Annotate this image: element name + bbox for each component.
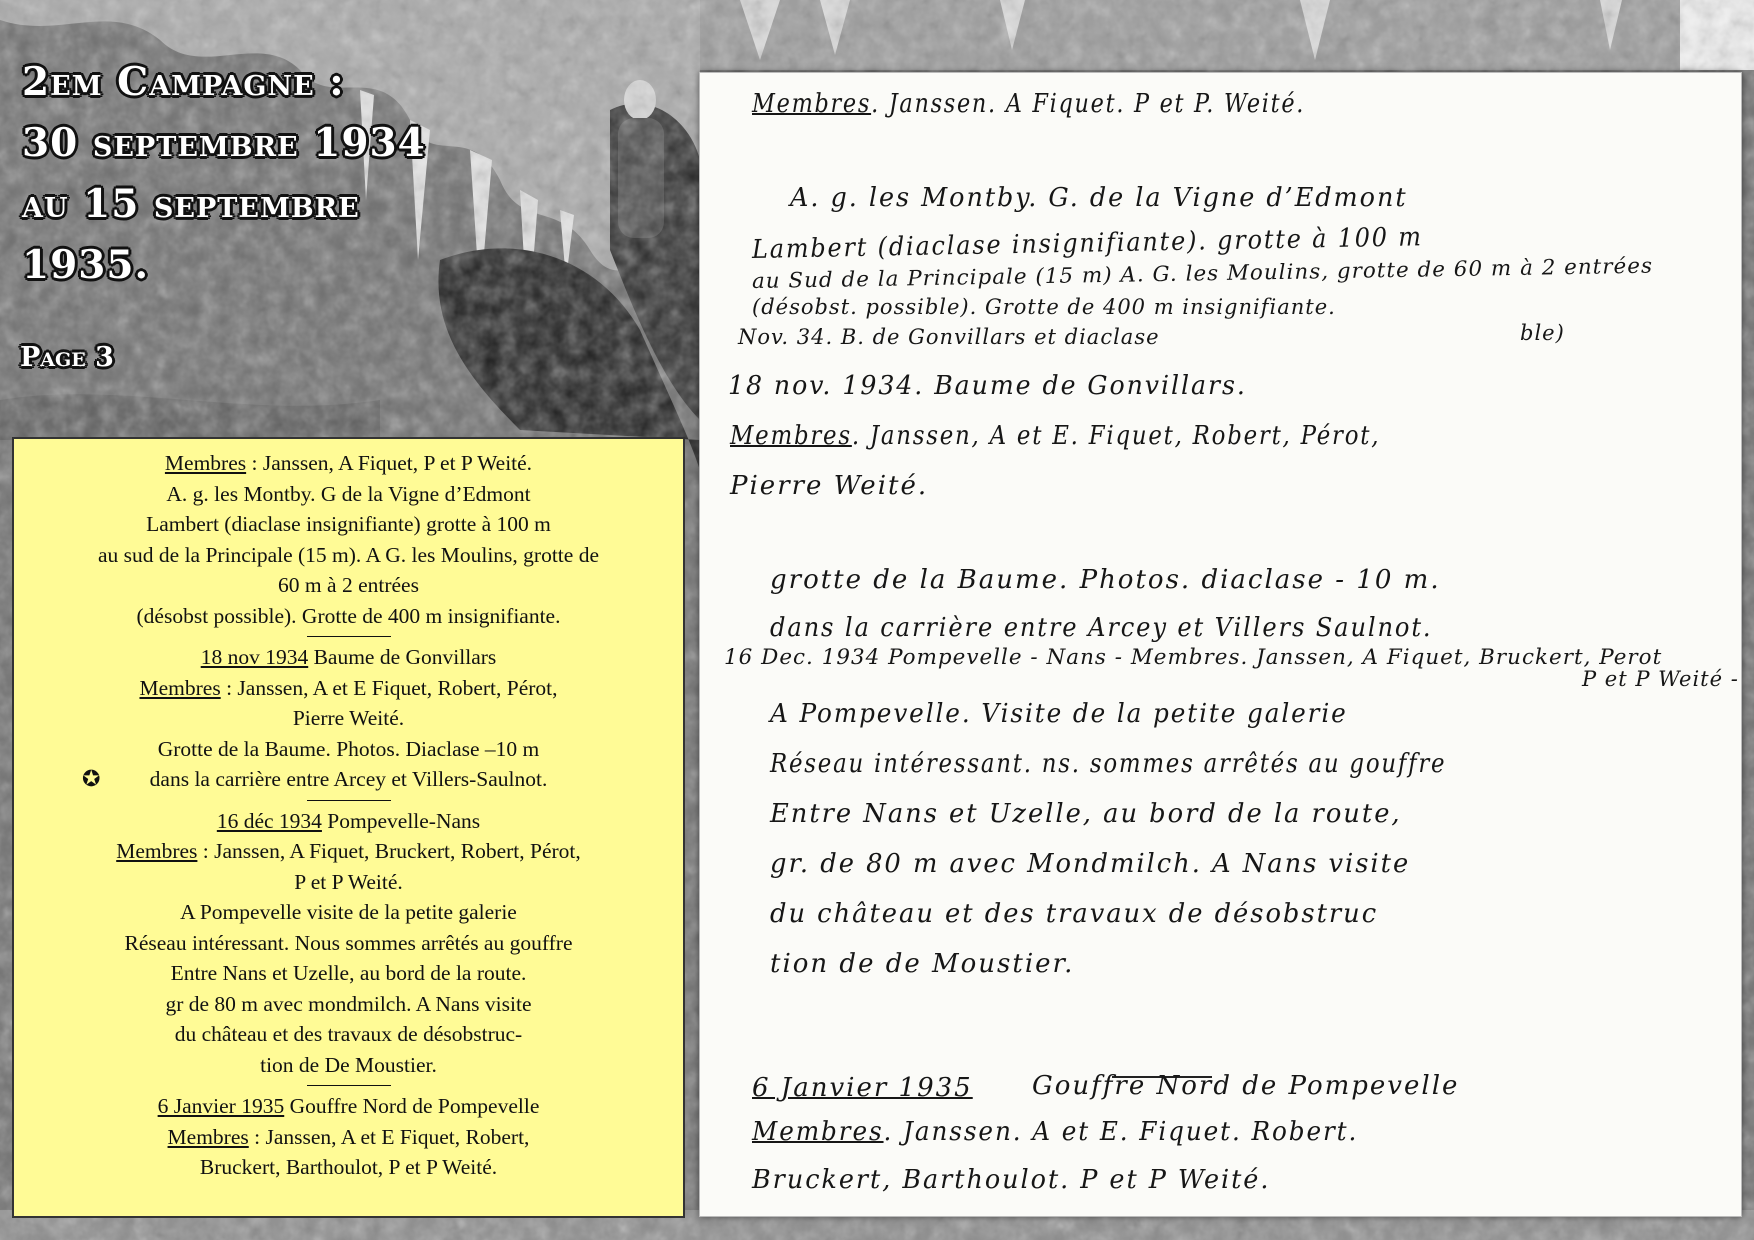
entry-montby <box>20 448 677 631</box>
handwritten-members-label: Membres <box>730 421 852 451</box>
entry-text-line: Entre Nans et Uzelle, au bord de la route. <box>170 961 527 985</box>
handwritten-text: . Janssen. A Fiquet. P et P. Weité. <box>871 89 1306 119</box>
title-line-2: 30 septembre 1934 <box>22 120 426 166</box>
transcription-panel <box>12 437 685 1218</box>
entry-text-line: Grotte de la Baume. Photos. Diaclase –10 m <box>157 736 540 761</box>
entry-divider <box>307 636 391 637</box>
entry-date-line <box>20 642 677 673</box>
members-continuation: Bruckert, Barthoulot, P et P Weité. <box>199 1155 498 1179</box>
entry-date: 18 nov 1934 <box>200 645 309 669</box>
entry-divider <box>307 800 391 801</box>
handwritten-page <box>699 72 1742 1217</box>
entry-text-line: tion de De Moustier. <box>260 1052 437 1077</box>
members-line <box>20 836 677 867</box>
handwritten-members-label: Membres <box>752 1117 884 1147</box>
page-number: Page 3 <box>20 342 114 373</box>
handwritten-line: Réseau intéressant. ns. sommes arrêtés au gouffre <box>770 749 1447 779</box>
entry-text-line: gr de 80 m avec mondmilch. A Nans visite <box>165 991 532 1016</box>
members-text: : Janssen, A Fiquet, P et P Weité. <box>246 451 533 475</box>
handwritten-line: Pierre Weité. <box>730 471 929 501</box>
handwritten-line: dans la carrière entre Arcey et Villers Saulnot. <box>770 613 1433 643</box>
members-label: Membres <box>164 451 247 475</box>
members-label: Membres <box>139 675 221 700</box>
members-line <box>20 448 677 479</box>
entry-text-line <box>20 764 677 795</box>
handwritten-line: A. g. les Montby. G. de la Vigne d’Edmont <box>790 183 1408 213</box>
entry-place: Gouffre Nord de Pompevelle <box>284 1094 540 1118</box>
entry-text: dans la carrière entre Arcey et Villers-Saulnot. <box>149 767 548 791</box>
handwritten-line: Entre Nans et Uzelle, au bord de la route, <box>770 799 1402 829</box>
entry-date: 16 déc 1934 <box>216 808 322 833</box>
entry-text-line: au sud de la Principale (15 m). A G. les Moulins, grotte de <box>98 542 599 567</box>
entry-divider <box>307 1085 391 1086</box>
page-header <box>22 52 662 296</box>
members-text: : Janssen, A et E Fiquet, Robert, Pérot, <box>220 675 558 700</box>
handwritten-text: . Janssen, A et E. Fiquet, Robert, Pérot, <box>851 421 1381 451</box>
handwritten-line: grotte de la Baume. Photos. diaclase - 10 m. <box>770 565 1441 595</box>
handwritten-line: A Pompevelle. Visite de la petite galerie <box>770 699 1348 729</box>
star-icon: ✪ <box>82 766 101 791</box>
handwritten-line <box>752 1117 1358 1147</box>
handwritten-line <box>752 89 1305 119</box>
members-text: : Janssen, A Fiquet, Bruckert, Robert, Pérot, <box>197 839 581 863</box>
handwritten-line: P et P Weité - <box>1582 667 1739 691</box>
members-text: : Janssen, A et E Fiquet, Robert, <box>248 1124 530 1149</box>
handwritten-line: Nov. 34. B. de Gonvillars et diaclase <box>738 325 1160 349</box>
entry-text-line: 60 m à 2 entrées <box>278 573 419 597</box>
entry-text-line: Lambert (diaclase insignifiante) grotte à 100 m <box>146 512 551 536</box>
entry-text-line: (désobst possible). Grotte de 400 m insignifiante. <box>136 603 561 628</box>
title-line-3: au 15 septembre <box>22 181 360 227</box>
members-label: Membres <box>167 1124 249 1149</box>
handwritten-line: ble) <box>1520 321 1565 345</box>
entry-date-line <box>20 806 677 837</box>
title-line-1: 2em Campagne : <box>22 59 345 105</box>
members-line <box>20 673 677 704</box>
entry-place: Baume de Gonvillars <box>308 645 497 669</box>
handwritten-line: tion de de Moustier. <box>770 949 1075 979</box>
members-continuation: P et P Weité. <box>294 869 403 894</box>
members-label: Membres <box>116 839 198 863</box>
handwritten-line: 18 nov. 1934. Baume de Gonvillars. <box>728 371 1247 401</box>
title-line-4: 1935. <box>22 242 150 288</box>
entry-text-line: A Pompevelle visite de la petite galerie <box>180 900 517 924</box>
handwritten-line: Bruckert, Barthoulot. P et P Weité. <box>752 1165 1271 1195</box>
handwritten-line: Lambert (diaclase insignifiante). grotte à 100 m <box>751 222 1424 265</box>
members-line <box>20 1122 677 1153</box>
entry-gonvillars <box>20 642 677 795</box>
handwritten-members-label: Membres <box>752 89 872 119</box>
entry-text-line: A. g. les Montby. G de la Vigne d’Edmont <box>166 481 531 506</box>
entry-pompevelle-nans <box>20 806 677 1081</box>
handwritten-text: . Janssen. A et E. Fiquet. Robert. <box>883 1117 1359 1147</box>
entry-text-line: Réseau intéressant. Nous sommes arrêtés au gouffre <box>124 930 573 955</box>
handwritten-date: 6 Janvier 1935 <box>752 1073 973 1103</box>
handwritten-line: du château et des travaux de désobstruc <box>770 899 1379 929</box>
handwritten-line: gr. de 80 m avec Mondmilch. A Nans visite <box>770 849 1411 879</box>
entry-place: Pompevelle-Nans <box>321 808 481 833</box>
handwritten-line: 16 Dec. 1934 Pompevelle - Nans - Membres. Janssen, A Fiquet, Bruckert, Perot <box>724 645 1663 669</box>
handwritten-line: Gouffre Nord de Pompevelle <box>1032 1071 1460 1101</box>
handwritten-line <box>730 421 1380 451</box>
entry-gouffre-nord <box>20 1091 677 1183</box>
handwritten-line: au Sud de la Principale (15 m) A. G. les Moulins, grotte de 60 m à 2 entrées <box>751 253 1654 293</box>
entry-date-line <box>20 1091 677 1122</box>
entry-text-line: du château et des travaux de désobstruc- <box>174 1022 523 1046</box>
members-continuation: Pierre Weité. <box>292 706 405 730</box>
entry-date: 6 Janvier 1935 <box>157 1094 285 1118</box>
handwritten-line: (désobst. possible). Grotte de 400 m insignifiante. <box>752 295 1336 319</box>
